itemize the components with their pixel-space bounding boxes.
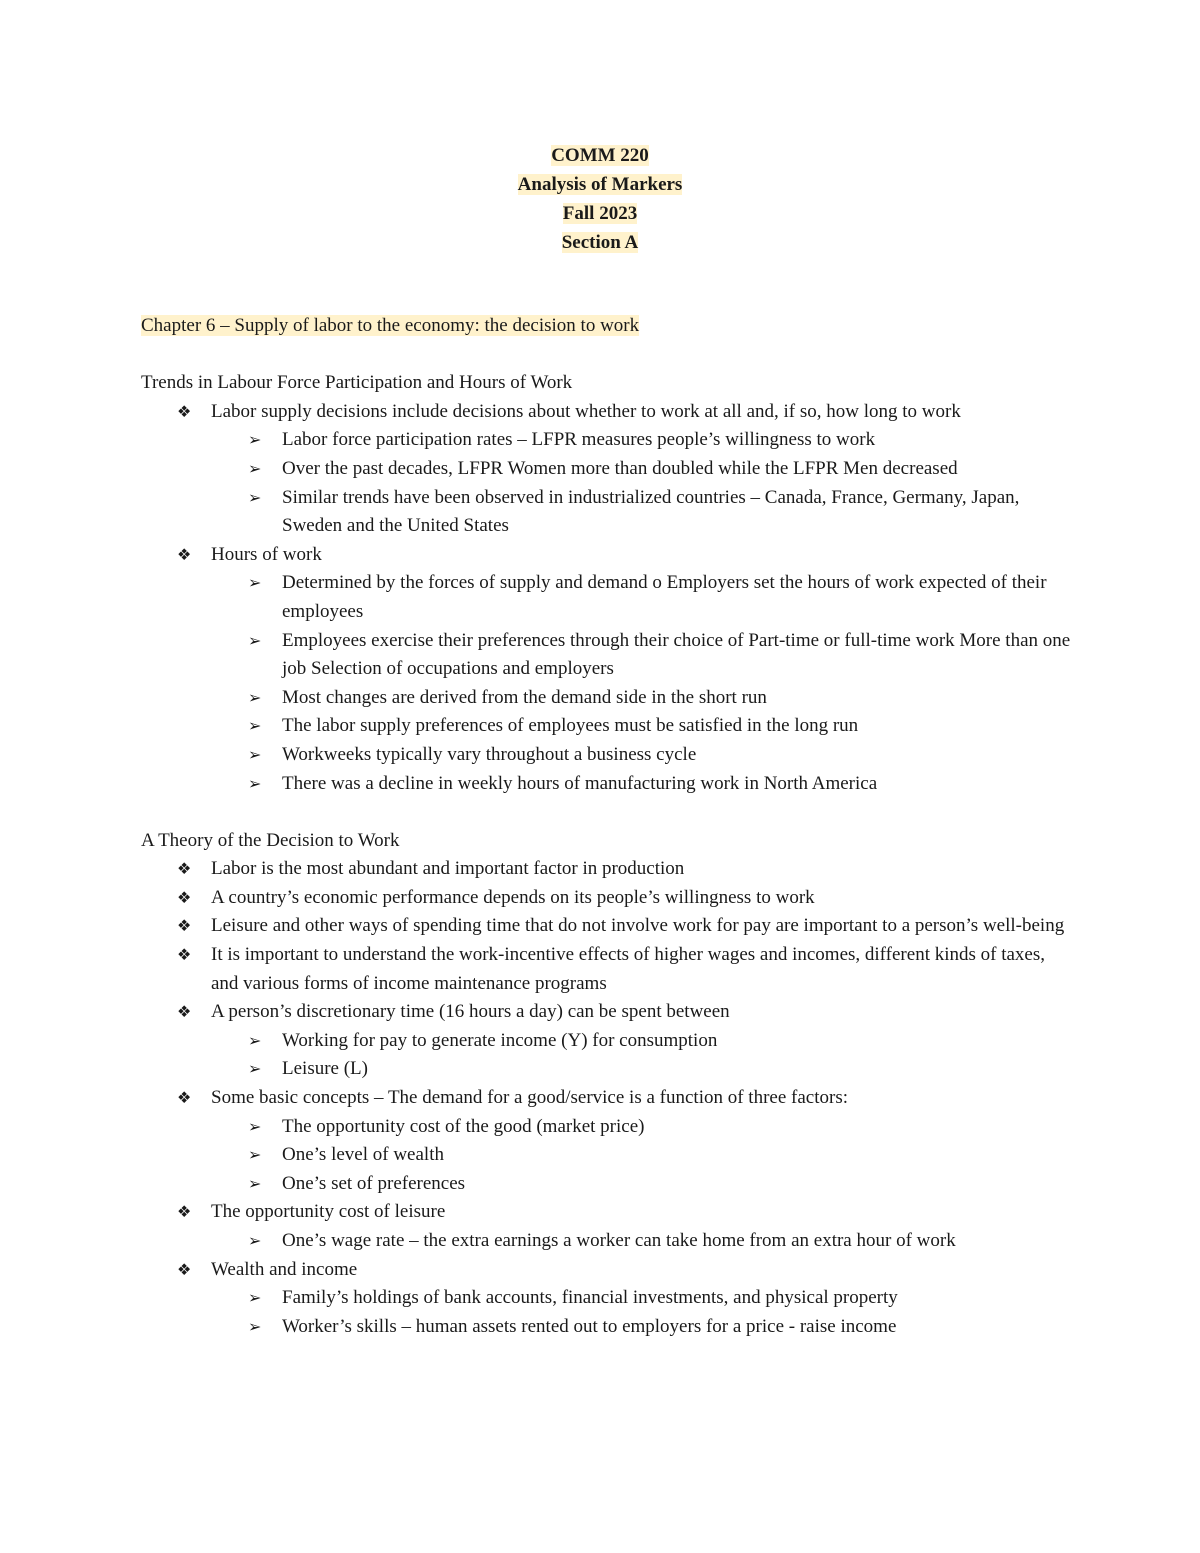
sub-list-item (141, 1113, 1071, 1142)
section-label: Section A (561, 232, 639, 253)
arrowhead-bullet-icon: ➢ (248, 1030, 262, 1050)
sub-list-item (141, 1027, 1071, 1056)
chapter-heading-line (141, 312, 1071, 341)
list-item-text: Wealth and income (211, 1258, 358, 1280)
sub-list-item-text: Determined by the forces of supply and demand o Employers set the hours of work expected of their employees (282, 572, 1047, 622)
list-item (141, 1084, 1071, 1113)
sub-list-item (141, 684, 1071, 713)
sub-list-item (141, 627, 1071, 684)
sub-list-item-text: Employees exercise their preferences through their choice of Part-time or full-time work More than one job Selection of occupations and employers (282, 629, 1071, 680)
sub-list-item (141, 712, 1071, 741)
diamond-bullet-icon: ❖ (177, 1002, 192, 1022)
list-item (141, 884, 1071, 913)
sub-list-item-text: Labor force participation rates – LFPR measures people’s willingness to work (282, 429, 876, 451)
sub-list-item-text: The opportunity cost of the good (market price) (282, 1115, 645, 1137)
sub-list-item (141, 1284, 1071, 1313)
sub-list-item (141, 1227, 1071, 1256)
arrowhead-bullet-icon: ➢ (248, 1316, 262, 1336)
sub-list-item (141, 455, 1071, 484)
diamond-bullet-icon: ❖ (177, 544, 192, 564)
sub-list-item-text: Most changes are derived from the demand side in the short run (282, 686, 767, 708)
section-line (0, 228, 1200, 257)
sub-list-item (141, 770, 1071, 799)
diamond-bullet-icon: ❖ (177, 1202, 192, 1222)
list-item-text: A person’s discretionary time (16 hours a day) can be spent between (211, 1001, 730, 1023)
sub-list-item (141, 741, 1071, 770)
chapter-heading: Chapter 6 – Supply of labor to the economy: the decision to work (141, 315, 640, 336)
list-item-text: A country’s economic performance depends on its people’s willingness to work (211, 886, 815, 908)
sub-list-item-text: Similar trends have been observed in industrialized countries – Canada, France, Germany, Japan, Sweden and the United States (282, 486, 1020, 537)
list-item-text: Hours of work (211, 543, 322, 565)
blank-line (141, 798, 1071, 827)
term: Fall 2023 (562, 203, 638, 224)
term-line (0, 199, 1200, 228)
section-heading: A Theory of the Decision to Work (141, 829, 400, 851)
sub-list-item-text: Working for pay to generate income (Y) for consumption (282, 1029, 718, 1051)
arrowhead-bullet-icon: ➢ (248, 687, 262, 707)
sub-list-item-text: One’s wage rate – the extra earnings a worker can take home from an extra hour of work (282, 1230, 956, 1251)
list-item-text: Leisure and other ways of spending time that do not involve work for pay are important to a person’s well-being (211, 915, 1065, 937)
diamond-bullet-icon: ❖ (177, 1088, 192, 1108)
diamond-bullet-icon: ❖ (177, 887, 192, 907)
arrowhead-bullet-icon: ➢ (248, 430, 262, 450)
arrowhead-bullet-icon: ➢ (248, 573, 262, 593)
course-name-line (0, 170, 1200, 199)
sections (141, 369, 1071, 1341)
arrowhead-bullet-icon: ➢ (248, 1288, 262, 1308)
list-item (141, 1198, 1071, 1227)
list-item-text: The opportunity cost of leisure (211, 1201, 446, 1223)
sub-list-item (141, 1055, 1071, 1084)
list-item-text: Labor supply decisions include decisions about whether to work at all and, if so, how long to work (211, 400, 961, 422)
arrowhead-bullet-icon: ➢ (248, 630, 262, 650)
list-item (141, 855, 1071, 884)
diamond-bullet-icon: ❖ (177, 859, 192, 879)
list-item (141, 398, 1071, 427)
list-item (141, 912, 1071, 941)
sub-list-item-text: Leisure (L) (282, 1058, 368, 1080)
sub-list-item-text: Workweeks typically vary throughout a business cycle (282, 743, 697, 765)
arrowhead-bullet-icon: ➢ (248, 716, 262, 736)
sub-list-item (141, 1313, 1071, 1342)
arrowhead-bullet-icon: ➢ (248, 487, 262, 507)
list-item (141, 541, 1071, 570)
sub-list-item (141, 484, 1071, 541)
arrowhead-bullet-icon: ➢ (248, 458, 262, 478)
sub-list-item-text: Over the past decades, LFPR Women more than doubled while the LFPR Men decreased (282, 457, 958, 479)
sub-list-item (141, 569, 1071, 626)
sub-list-item (141, 1141, 1071, 1170)
arrowhead-bullet-icon: ➢ (248, 1059, 262, 1079)
blank-line (141, 341, 1071, 370)
list-item (141, 998, 1071, 1027)
list-item (141, 941, 1071, 998)
arrowhead-bullet-icon: ➢ (248, 1145, 262, 1165)
course-code-line (0, 141, 1200, 170)
sub-list-item-text: The labor supply preferences of employees must be satisfied in the long run (282, 715, 859, 737)
diamond-bullet-icon: ❖ (177, 1259, 192, 1279)
sub-list-item-text: One’s set of preferences (282, 1172, 466, 1194)
list-item-text: Labor is the most abundant and important factor in production (211, 858, 685, 880)
arrowhead-bullet-icon: ➢ (248, 773, 262, 793)
section-heading: Trends in Labour Force Participation and Hours of Work (141, 372, 573, 394)
sub-list-item-text: There was a decline in weekly hours of manufacturing work in North America (282, 772, 878, 794)
list-item-text: Some basic concepts – The demand for a good/service is a function of three factors: (211, 1087, 848, 1109)
sub-list-item-text: Worker’s skills – human assets rented out to employers for a price - raise income (282, 1315, 897, 1337)
diamond-bullet-icon: ❖ (177, 945, 192, 965)
sub-list-item-text: One’s level of wealth (282, 1144, 444, 1166)
arrowhead-bullet-icon: ➢ (248, 1231, 262, 1250)
arrowhead-bullet-icon: ➢ (248, 1116, 262, 1136)
sub-list-item-text: Family’s holdings of bank accounts, financial investments, and physical property (282, 1287, 898, 1309)
list-item-text: It is important to understand the work-incentive effects of higher wages and incomes, different kinds of taxes, and various forms of income maintenance programs (211, 944, 1046, 994)
course-name: Analysis of Markers (517, 174, 683, 195)
diamond-bullet-icon: ❖ (177, 916, 192, 936)
arrowhead-bullet-icon: ➢ (248, 744, 262, 764)
title-block (0, 141, 1200, 257)
sub-list-item (141, 1170, 1071, 1199)
document-body (141, 312, 1071, 1341)
sub-list-item (141, 426, 1071, 455)
course-code: COMM 220 (551, 145, 649, 166)
diamond-bullet-icon: ❖ (177, 401, 192, 421)
arrowhead-bullet-icon: ➢ (248, 1173, 262, 1193)
list-item (141, 1256, 1071, 1285)
